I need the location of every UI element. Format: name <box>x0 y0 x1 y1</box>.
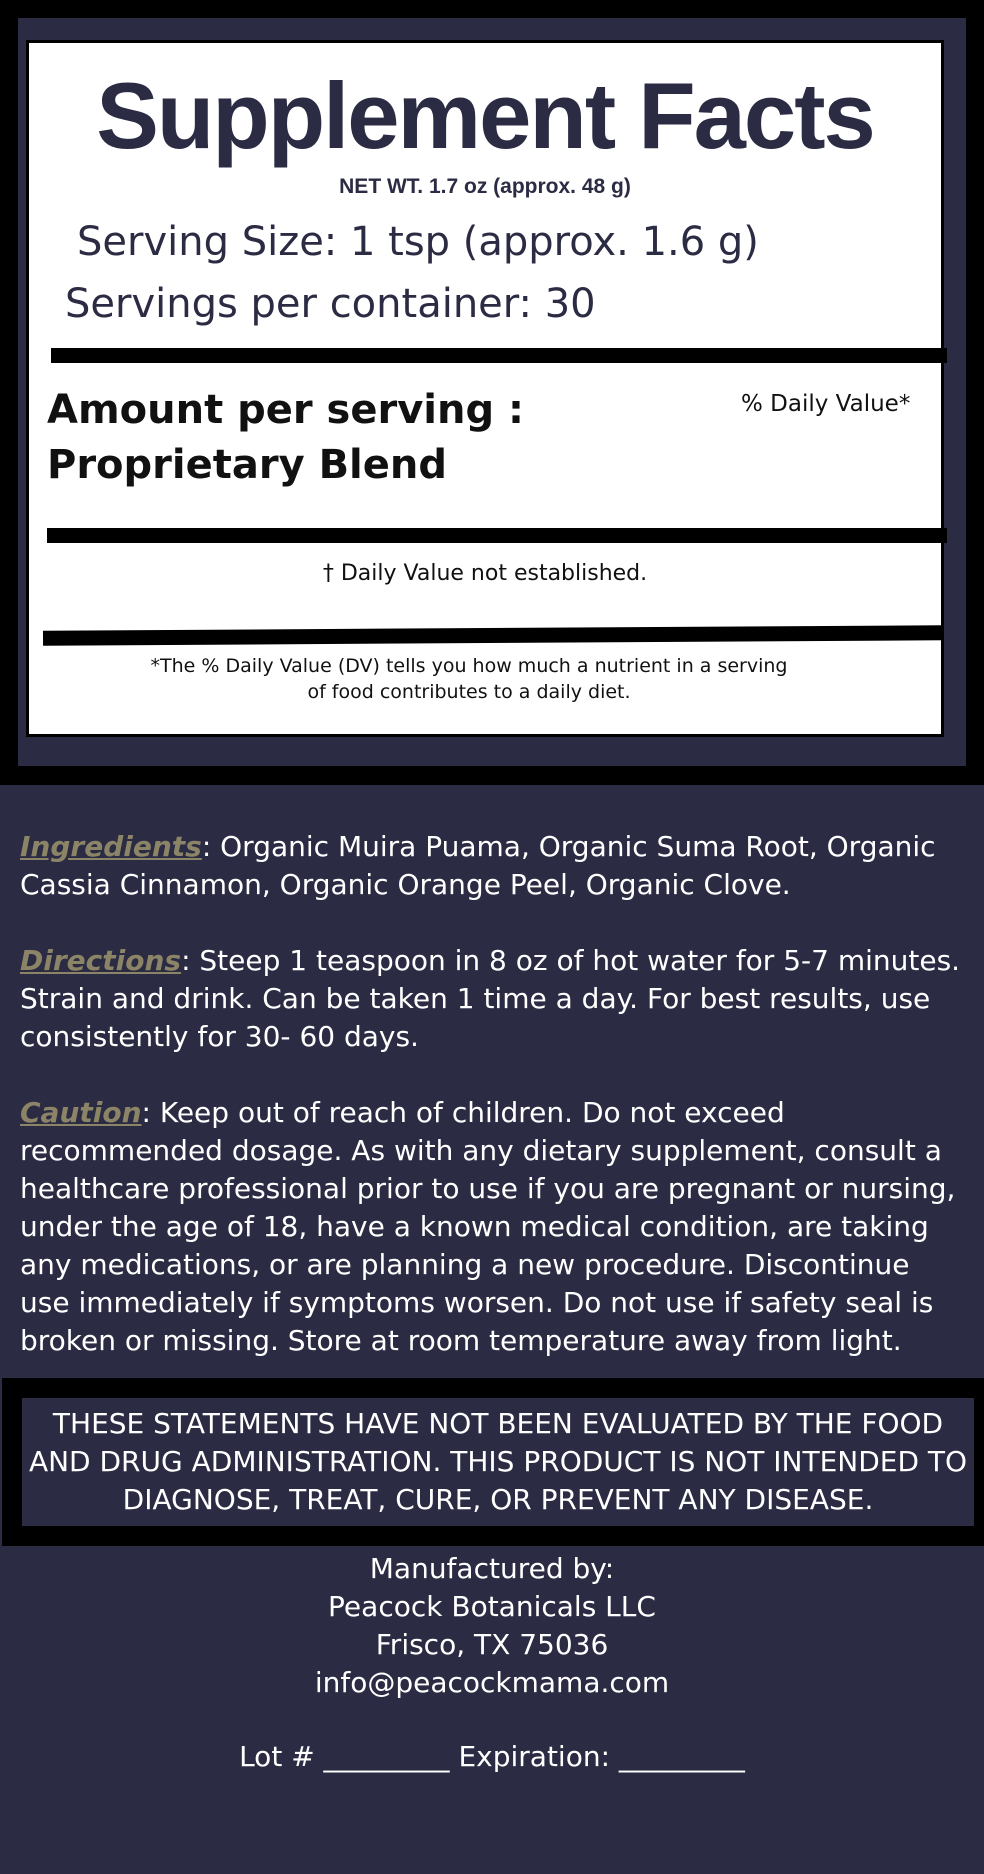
caution-section <box>20 1094 964 1360</box>
serving-size: Serving Size: 1 tsp (approx. 1.6 g) <box>77 219 759 265</box>
ingredients-text: : Organic Muira Puama, Organic Suma Root, Organic Cassia Cinnamon, Organic Orange Peel, Organic Clove. <box>20 830 936 901</box>
lot-expiration-line: Lot # _________ Expiration: _________ <box>239 1740 745 1773</box>
manufacturer-name: Peacock Botanicals LLC <box>328 1590 656 1623</box>
divider-bar <box>47 528 947 543</box>
divider-bar <box>43 625 943 645</box>
manufacturer-block <box>0 1550 984 1702</box>
servings-per-container: Servings per container: 30 <box>65 281 596 327</box>
ingredients-section <box>20 828 964 904</box>
manufacturer-heading: Manufactured by: <box>369 1552 615 1585</box>
daily-value-header: % Daily Value* <box>741 391 911 417</box>
amount-per-serving: Amount per serving : Proprietary Blend <box>47 387 525 488</box>
supplement-facts-frame <box>0 0 984 785</box>
directions-label: Directions <box>20 944 182 977</box>
daily-value-not-established-note: † Daily Value not established. <box>322 561 648 586</box>
divider-bar <box>51 348 947 363</box>
supplement-facts-panel <box>26 40 944 737</box>
supplement-facts-title: Supplement Facts <box>96 63 874 168</box>
fda-disclaimer-box <box>2 1378 984 1546</box>
directions-section <box>20 942 964 1056</box>
caution-label: Caution <box>20 1096 142 1129</box>
directions-text: : Steep 1 teaspoon in 8 oz of hot water for 5-7 minutes. Strain and drink. Can be taken 1 time a day. For best results, use consistently for 30- 60 days. <box>20 944 961 1053</box>
manufacturer-address: Frisco, TX 75036 <box>375 1628 609 1661</box>
fda-disclaimer-inner <box>22 1398 974 1526</box>
fda-disclaimer-text: THESE STATEMENTS HAVE NOT BEEN EVALUATED BY THE FOOD AND DRUG ADMINISTRATION. THIS PRODUCT IS NOT INTENDED TO DIAGNOSE, TREAT, CURE, OR PREVENT ANY DISEASE. <box>28 1407 968 1516</box>
manufacturer-email: info@peacockmama.com <box>314 1666 670 1699</box>
net-weight: NET WT. 1.7 oz (approx. 48 g) <box>339 175 631 198</box>
ingredients-label: Ingredients <box>20 830 202 863</box>
daily-value-footnote: *The % Daily Value (DV) tells you how much a nutrient in a serving of food contributes to a daily diet. <box>150 655 788 703</box>
caution-text: : Keep out of reach of children. Do not exceed recommended dosage. As with any dietary supplement, consult a healthcare professional prior to use if you are pregnant or nursing, under the age of 18, have a known medical condition, are taking any medications, or are planning a new procedure. Discontinue use immediately if symptoms worsen. Do not use if safety seal is broken or missing. Store at room temperature away from light. <box>20 1096 956 1357</box>
